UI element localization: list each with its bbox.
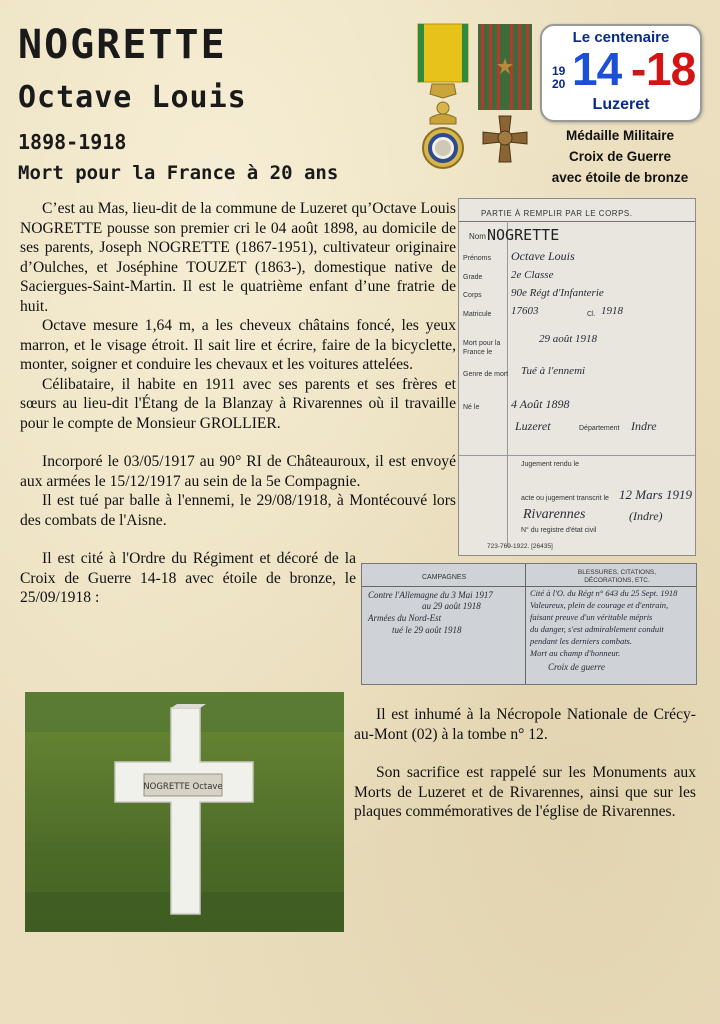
death-record-card — [458, 198, 696, 556]
citation-left-line-1: Contre l'Allemagne du 3 Mai 1917 — [368, 590, 493, 600]
citation-record-card — [361, 563, 697, 685]
record-corps-value: 90e Régt d'Infanterie — [511, 287, 604, 299]
record-dept-label: Département — [579, 425, 620, 432]
record-grade-label: Grade — [463, 274, 483, 281]
record-matricule-value: 17603 — [511, 305, 539, 317]
record-mort-value: 29 août 1918 — [539, 333, 598, 345]
citation-left-line-3: Armées du Nord-Est — [368, 613, 442, 623]
citation-right-line-3: faisant preuve d'un véritable mépris — [530, 612, 653, 622]
citation-right-line-7: Croix de guerre — [548, 662, 605, 672]
record-ne-value: 4 Août 1898 — [511, 397, 570, 411]
record-mort-label: Mort pour la France le — [463, 340, 501, 356]
citation-right-line-2: Valeureux, plein de courage et d'entrain, — [530, 600, 669, 610]
record-dept-value: Indre — [631, 419, 657, 433]
life-years: 1898-1918 — [18, 130, 127, 154]
medal-label-etoile: avec étoile de bronze — [551, 170, 689, 185]
centenaire-logo — [540, 24, 702, 122]
medal-label-croix: Croix de Guerre — [568, 149, 672, 164]
record-ne-label: Né le — [463, 404, 480, 411]
croix-de-guerre-icon — [474, 22, 536, 172]
grave-photo — [25, 692, 344, 932]
logo-place: Luzeret — [592, 96, 650, 113]
burial-paragraph: Il est inhumé à la Nécropole Nationale de Crécy-au-Mont (02) à la tombe n° 12. — [354, 706, 696, 743]
record-name-value: NOGRETTE — [487, 226, 560, 244]
bio-paragraph-death: Il est tué par balle à l'ennemi, le 29/08/1918, à Montécouvé lors des combats de l'Aisne. — [20, 492, 456, 529]
bio-paragraph-residence: Célibataire, il habite en 1911 avec ses parents et ses frères et sœurs au lieu-dit l'Étang de la Blanzay à Rivarennes où il travaille pour le compte de Monsieur GROLLIER. — [20, 375, 456, 432]
record-classe-label: Cl. — [587, 311, 596, 318]
bio-paragraph-citation: Il est cité à l'Ordre du Régiment et décoré de la Croix de Guerre 14-18 avec étoile de bronze, le 25/09/1918 : — [20, 550, 356, 606]
logo-year-14: 14 — [572, 43, 622, 95]
burial-text — [354, 705, 696, 822]
citation-left-line-4: tué le 29 août 1918 — [392, 625, 462, 635]
record-transcrit-value: 12 Mars 1919 — [619, 487, 692, 502]
record-genre-value: Tué à l'ennemi — [521, 365, 586, 377]
record-registre-label: N° du registre d'état civil — [521, 527, 597, 534]
citation-left-line-2: au 29 août 1918 — [422, 601, 481, 611]
record-commune-value: Rivarennes — [523, 507, 586, 522]
record-genre-label: Genre de mort — [463, 371, 509, 378]
citation-right-line-5: pendant les derniers combats. — [530, 636, 632, 646]
medal-label-militaire: Médaille Militaire — [565, 128, 675, 143]
logo-top-text: Le centenaire — [572, 29, 670, 46]
record-name-label: Nom — [469, 232, 486, 241]
record-footer: 723-769-1922. [26435] — [487, 543, 553, 550]
record-corps-label: Corps — [463, 292, 482, 299]
record-prenoms-value: Octave Louis — [511, 249, 575, 263]
medaille-militaire-icon — [412, 22, 474, 172]
page-title-given-names: Octave Louis — [18, 80, 247, 115]
record-commune-dept: (Indre) — [629, 509, 663, 523]
bio-paragraph-birth: C’est au Mas, lieu-dit de la commune de Luzeret qu’Octave Louis NOGRETTE pousse son premier cri le 04 août 1898, au domicile de ses parents, Joseph NOGRETTE (1867-1951), cultivateur originaire d’Oulches, et Joséphine TOUZET (1863-), domestique native de Saciergues-Saint-Martin. Il est le quatrième enfant d’une fratrie de huit. — [20, 200, 456, 315]
bio-paragraph-description: Octave mesure 1,64 m, a les cheveux châtains foncé, les yeux marron, et le visage étroit. Il sait lire et écrire, faire de la bicyclette, monter, soigner et conduire les chevaux et les voitures attelées. — [20, 317, 456, 373]
logo-year-18: 18 — [646, 43, 696, 95]
record-prenoms-label: Prénoms — [463, 255, 492, 262]
memorial-paragraph: Son sacrifice est rappelé sur les Monuments aux Morts de Luzeret et de Rivarennes, ainsi que sur les plaques commémoratives de l'église de Rivarennes. — [354, 764, 696, 820]
logo-small-year-1: 19 — [552, 64, 566, 78]
citation-col-campagnes: CAMPAGNES — [422, 574, 467, 581]
citation-right-line-6: Mort au champ d'honneur. — [530, 648, 621, 658]
citation-right-line-1: Cité à l'O. du Régt n° 643 du 25 Sept. 1918 — [530, 588, 678, 598]
record-lieu-value: Luzeret — [515, 419, 551, 433]
page-title-surname: NOGRETTE — [18, 22, 227, 68]
grave-cross-image — [25, 692, 344, 932]
logo-small-year-2: 20 — [552, 77, 566, 91]
record-grade-value: 2e Classe — [511, 269, 554, 281]
biography-text — [20, 199, 456, 608]
bio-paragraph-incorporation: Incorporé le 03/05/1917 au 90° RI de Châteauroux, il est envoyé aux armées le 15/12/1917 au sein de la 5e Compagnie. — [20, 453, 456, 490]
record-transcrit-label: acte ou jugement transcrit le — [521, 495, 609, 502]
death-note: Mort pour la France à 20 ans — [18, 162, 339, 184]
record-matricule-label: Matricule — [463, 311, 492, 318]
record-header: PARTIE À REMPLIR PAR LE CORPS. — [481, 209, 633, 218]
record-classe-value: 1918 — [601, 305, 623, 317]
logo-dash: - — [631, 43, 647, 95]
record-jugement-label: Jugement rendu le — [521, 461, 579, 468]
citation-right-line-4: du danger, s'est admirablement conduit — [530, 624, 664, 634]
grave-plaque-name: NOGRETTE Octave — [143, 782, 223, 792]
citation-col-blessures: BLESSURES, CITATIONS, DÉCORATIONS, ETC. — [577, 569, 657, 584]
